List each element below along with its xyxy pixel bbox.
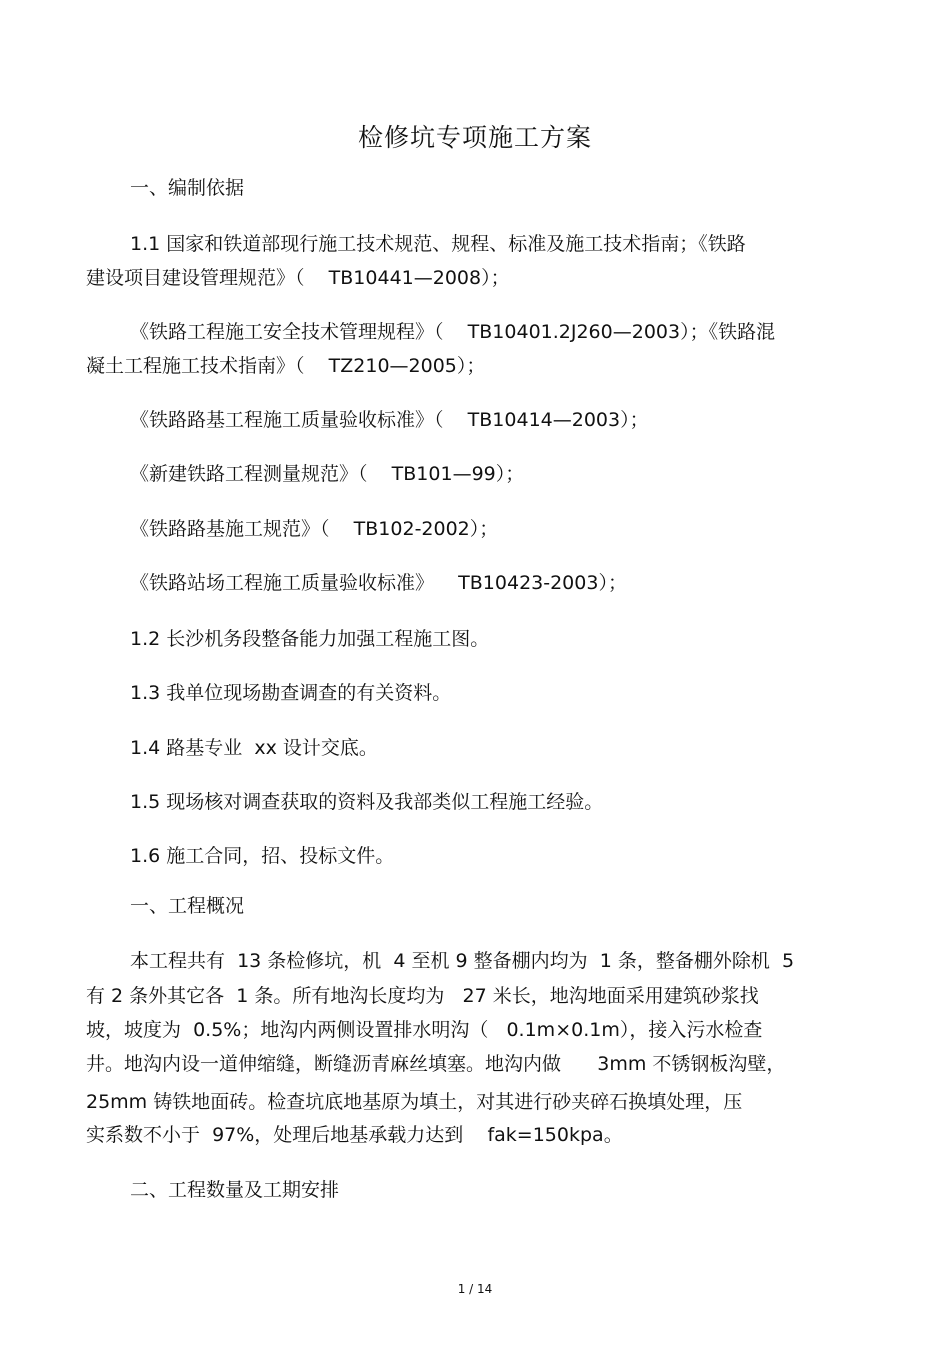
overview-line-2: 有 2 条外其它各 1 条。所有地沟长度均为 27 米长，地沟地面采用建筑砂浆找 [86,985,759,1007]
overview-line-4: 井。地沟内设一道伸缩缝，断缝沥青麻丝填塞。地沟内做 3mm 不锈钢板沟壁， [86,1053,786,1075]
overview-line-3: 坡，坡度为 0.5%；地沟内两侧设置排水明沟（ 0.1m×0.1m），接入污水检查 [86,1019,763,1041]
basis-station-acceptance: 《铁路站场工程施工质量验收标准》 TB10423-2003）； [130,572,627,594]
page-number: 1 / 14 [457,1282,493,1296]
overview-line-6: 实系数不小于 97%，处理后地基承载力达到 fak=150kpa。 [86,1124,623,1146]
basis-safety-rules-line-1: 《铁路工程施工安全技术管理规程》（ TB10401.2J260—2003）；《铁路混 [130,321,776,343]
basis-item-1-1-line-1: 1.1 国家和铁道部现行施工技术规范、规程、标准及施工技术指南；《铁路 [130,233,746,255]
basis-subgrade-acceptance: 《铁路路基工程施工质量验收标准》（ TB10414—2003）； [130,409,649,431]
section-heading-overview: 一、工程概况 [130,895,245,917]
section-heading-quantities: 二、工程数量及工期安排 [130,1179,340,1201]
overview-line-1: 本工程共有 13 条检修坑，机 4 至机 9 整备棚内均为 1 条，整备棚外除机 5 [130,950,795,972]
basis-subgrade-code: 《铁路路基施工规范》（ TB102-2002）； [130,518,499,540]
basis-item-1-4: 1.4 路基专业 xx 设计交底。 [130,737,378,759]
basis-safety-rules-line-2: 凝土工程施工技术指南》（ TZ210—2005）； [86,355,486,377]
section-heading-basis: 一、编制依据 [130,177,245,199]
basis-item-1-5: 1.5 现场核对调查获取的资料及我部类似工程施工经验。 [130,791,604,813]
basis-survey-code: 《新建铁路工程测量规范》（ TB101—99）； [130,463,525,485]
overview-line-5: 25mm 铸铁地面砖。检查坑底地基原为填土，对其进行砂夹碎石换填处理，压 [86,1091,743,1113]
document-title: 检修坑专项施工方案 [357,123,592,152]
basis-item-1-6: 1.6 施工合同，招、投标文件。 [130,845,395,867]
basis-item-1-3: 1.3 我单位现场勘查调查的有关资料。 [130,682,452,704]
basis-item-1-2: 1.2 长沙机务段整备能力加强工程施工图。 [130,628,490,650]
basis-item-1-1-line-2: 建设项目建设管理规范》（ TB10441—2008）； [86,267,510,289]
